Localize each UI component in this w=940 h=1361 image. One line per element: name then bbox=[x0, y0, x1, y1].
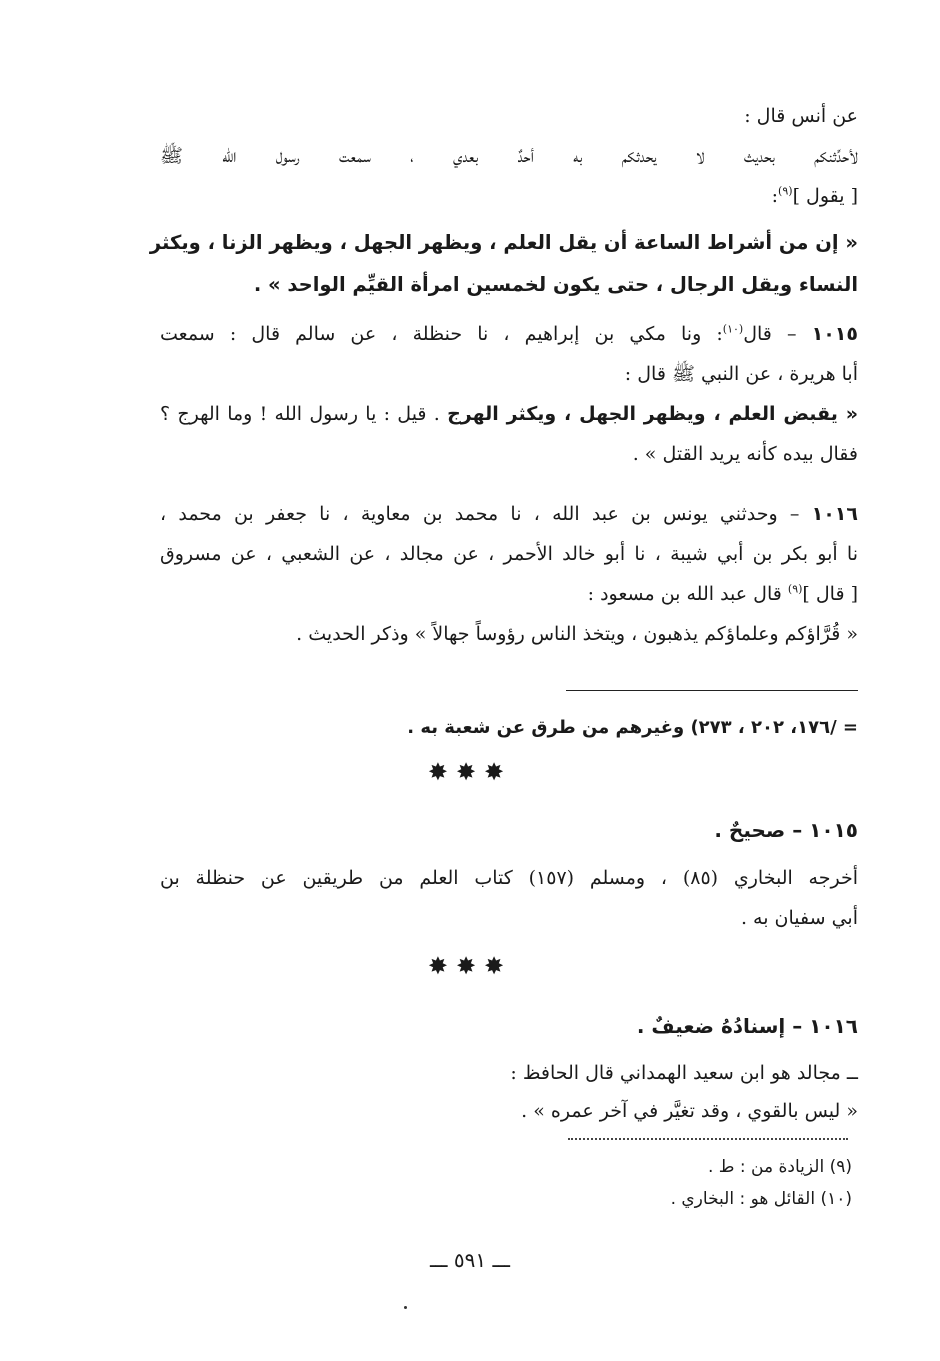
text-fragment: : ونا مكي بن إبراهيم ، نا حنظلة ، عن سالم قال : سمعت bbox=[160, 323, 723, 345]
text-fragment: – قال bbox=[743, 323, 812, 345]
star-divider: ✸✸✸ bbox=[427, 758, 513, 786]
text-line: ــ مجالد هو ابن سعيد الهمداني قال الحافظ : bbox=[510, 1062, 858, 1084]
text-line: فقال بيده كأنه يريد القتل » . bbox=[632, 443, 858, 465]
grading-heading: ١٠١٥ – صحيحٌ . bbox=[714, 818, 858, 842]
text-line: أبي سفيان به . bbox=[740, 907, 858, 929]
quote-line: « إن من أشراط الساعة أن يقل العلم ، ويظهر الجهل ، ويظهر الزنا ، ويكثر bbox=[149, 231, 858, 254]
text-line: = /١٧٦، ٢٠٢ ، ٢٧٣) وغيرهم من طرق عن شعبة به . bbox=[407, 717, 858, 738]
footnote-ref: (١٠) bbox=[722, 322, 744, 336]
star-divider: ✸✸✸ bbox=[427, 952, 513, 980]
text-line: « قُرَّاؤكم وعلماؤكم يذهبون ، ويتخذ الناس رؤوساً جهالاً » وذكر الحديث . bbox=[296, 623, 858, 645]
text-line bbox=[160, 494, 858, 534]
commentary-1016-title bbox=[160, 1006, 858, 1046]
footnote-ref: (٩) bbox=[778, 184, 793, 198]
text-fragment: – وحدثني يونس بن عبد الله ، نا محمد بن معاوية ، نا جعفر بن محمد ، bbox=[160, 503, 812, 525]
text-line bbox=[160, 574, 858, 614]
commentary-continuation bbox=[160, 708, 858, 748]
footnote-ref: (٩) bbox=[787, 582, 803, 596]
hadith-1015 bbox=[160, 314, 858, 474]
hadith-1014-quote bbox=[149, 222, 858, 306]
hadith-number: ١٠١٥ bbox=[811, 323, 858, 345]
footnote-10: (١٠) القائل هو : البخاري . bbox=[670, 1189, 852, 1209]
quote-line: النساء ويقل الرجال ، حتى يكون لخمسين امرأة القيِّم الواحد » . bbox=[253, 273, 858, 296]
hadith-1016 bbox=[160, 494, 858, 654]
text-line bbox=[160, 176, 858, 216]
scan-speck bbox=[404, 1306, 407, 1309]
footnote-9: (٩) الزيادة من : ط . bbox=[707, 1157, 852, 1177]
text-fragment: قال عبد الله بن مسعود : bbox=[587, 583, 788, 605]
page-number: ـــ ٥٩١ ـــ bbox=[429, 1248, 511, 1272]
text-line: أبا هريرة ، عن النبي ﷺ قال : bbox=[624, 363, 858, 385]
hadith-1014-ending bbox=[160, 96, 858, 216]
text-line: أخرجه البخاري (٨٥) ، ومسلم (١٥٧) كتاب العلم من طريقين عن حنظلة بن bbox=[160, 867, 858, 889]
colon: : bbox=[771, 185, 779, 207]
hadith-number: ١٠١٦ bbox=[811, 503, 858, 525]
bracket-addition: [ قال ] bbox=[802, 583, 858, 605]
grading-heading: ١٠١٦ – إسنادُهُ ضعيفٌ . bbox=[636, 1014, 858, 1038]
footnote-separator bbox=[568, 1138, 848, 1140]
text-line bbox=[160, 394, 858, 434]
commentary-1015-title bbox=[160, 810, 858, 850]
text-line: عن أنس قال : bbox=[744, 105, 858, 127]
commentary-1016-body bbox=[160, 1054, 858, 1130]
separator-rule bbox=[566, 690, 858, 691]
text-line: نا أبو بكر بن أبي شيبة ، نا أبو خالد الأحمر ، عن مجالد ، عن الشعبي ، عن مسروق bbox=[160, 543, 858, 565]
text-line: « ليس بالقوي ، وقد تغيَّر في آخر عمره » . bbox=[521, 1100, 858, 1122]
quote-bold: « يقبض العلم ، ويظهر الجهل ، ويكثر الهرج bbox=[447, 403, 858, 425]
text-fragment: . قيل : يا رسول الله ! وما الهرج ؟ bbox=[160, 403, 448, 425]
bracket-addition: [ يقول ] bbox=[792, 185, 858, 207]
text-line bbox=[160, 314, 858, 354]
commentary-1015-body bbox=[160, 858, 858, 938]
text-line: لأحدِّثنكم بحديث لا يحدثكم به أحدٌ بعدي ، سمعت رسول الله ﷺ bbox=[160, 145, 858, 167]
